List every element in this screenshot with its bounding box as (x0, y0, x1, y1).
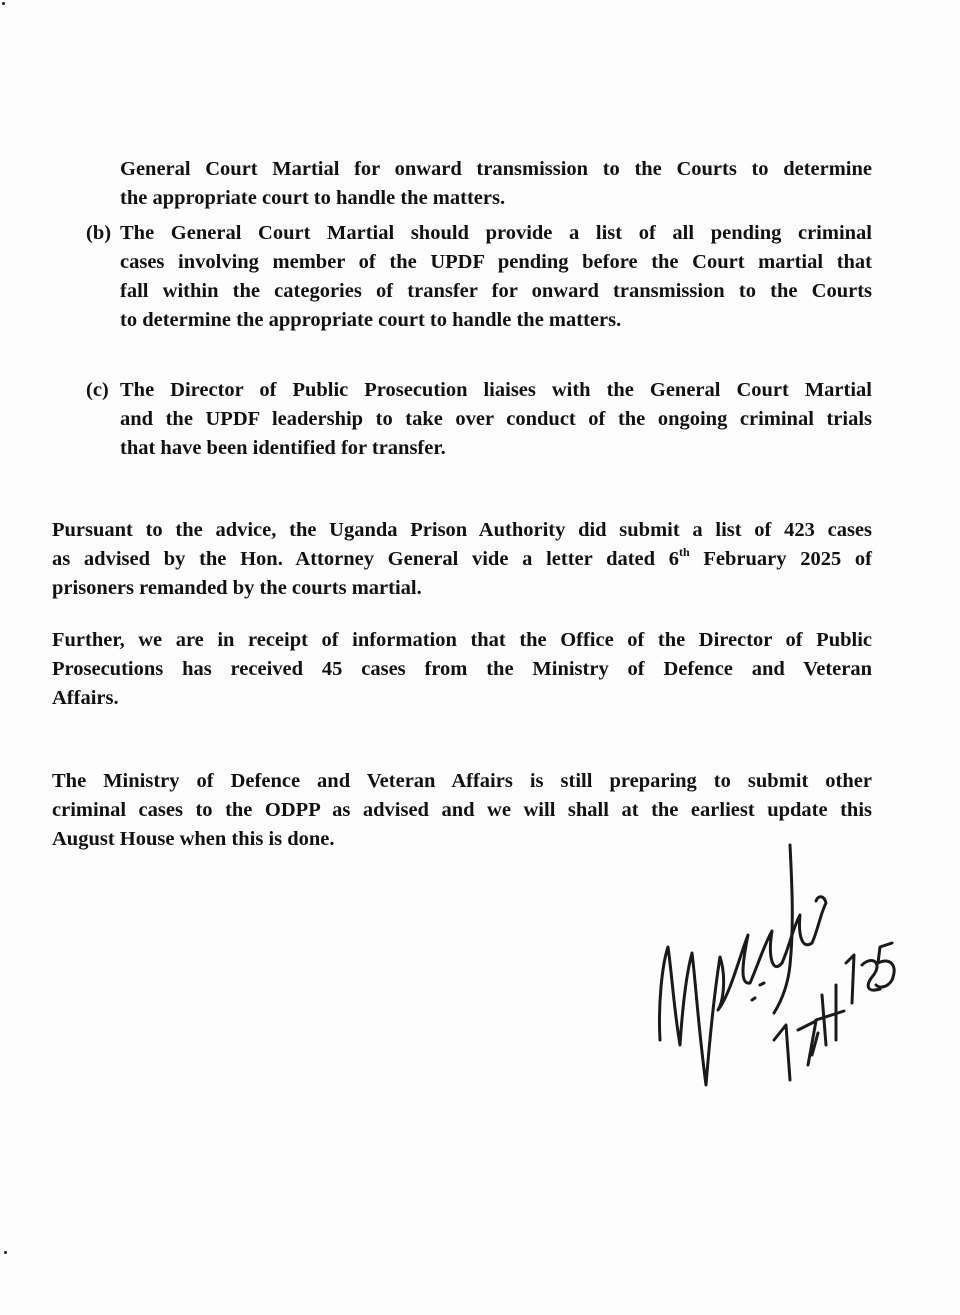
paragraph-further (52, 626, 872, 713)
signature-stroke (760, 983, 764, 985)
date-stroke (816, 985, 844, 1045)
item-a-continuation (120, 155, 872, 213)
text-fragment: February 2025 of (689, 548, 872, 570)
text-line: Affairs. (52, 687, 119, 709)
list-marker: (b) (86, 222, 112, 244)
list-item-b (86, 219, 872, 335)
scan-speck (4, 1251, 7, 1254)
signature-stroke (659, 897, 826, 1085)
signature-stroke (774, 845, 792, 1013)
text-line: The General Court Martial should provide a list of all pending criminal (120, 222, 872, 244)
text-line: General Court Martial for onward transmission to the Courts to determine (120, 158, 872, 180)
scan-speck (2, 2, 5, 5)
handwritten-signature (640, 835, 900, 1105)
text-line: fall within the categories of transfer for onward transmission to the Courts (120, 280, 872, 302)
list-item-c (86, 376, 872, 463)
date-stroke (774, 1025, 790, 1080)
text-line: that have been identified for transfer. (120, 437, 446, 459)
text-line: cases involving member of the UPDF pending before the Court martial that (120, 251, 872, 273)
text-line: the appropriate court to handle the matters. (120, 187, 506, 209)
paragraph-pursuant (52, 516, 872, 603)
date-stroke (876, 943, 894, 987)
text-line: August House when this is done. (52, 828, 335, 850)
text-line: Pursuant to the advice, the Uganda Prison Authority did submit a list of 423 cases (52, 519, 872, 541)
date-stroke (846, 955, 854, 1003)
text-line: Further, we are in receipt of information that the Office of the Director of Public (52, 629, 872, 651)
ordinal-suffix: th (679, 545, 690, 559)
list-marker: (c) (86, 379, 109, 401)
list-item-text (120, 219, 872, 335)
text-fragment: as advised by the Hon. Attorney General vide a letter dated 6 (52, 548, 679, 570)
text-line: Prosecutions has received 45 cases from the Ministry of Defence and Veteran (52, 658, 872, 680)
text-line: and the UPDF leadership to take over conduct of the ongoing criminal trials (120, 408, 872, 430)
signature-stroke (752, 998, 755, 1000)
text-line: The Ministry of Defence and Veteran Affairs is still preparing to submit other (52, 770, 872, 792)
date-stroke (798, 1021, 816, 1065)
text-line: prisoners remanded by the courts martial. (52, 577, 422, 599)
text-line (52, 545, 872, 574)
list-item-text (120, 376, 872, 463)
text-line: to determine the appropriate court to handle the matters. (120, 309, 622, 331)
text-line: The Director of Public Prosecution liaises with the General Court Martial (120, 379, 872, 401)
text-line: criminal cases to the ODPP as advised and we will shall at the earliest update this (52, 799, 872, 821)
